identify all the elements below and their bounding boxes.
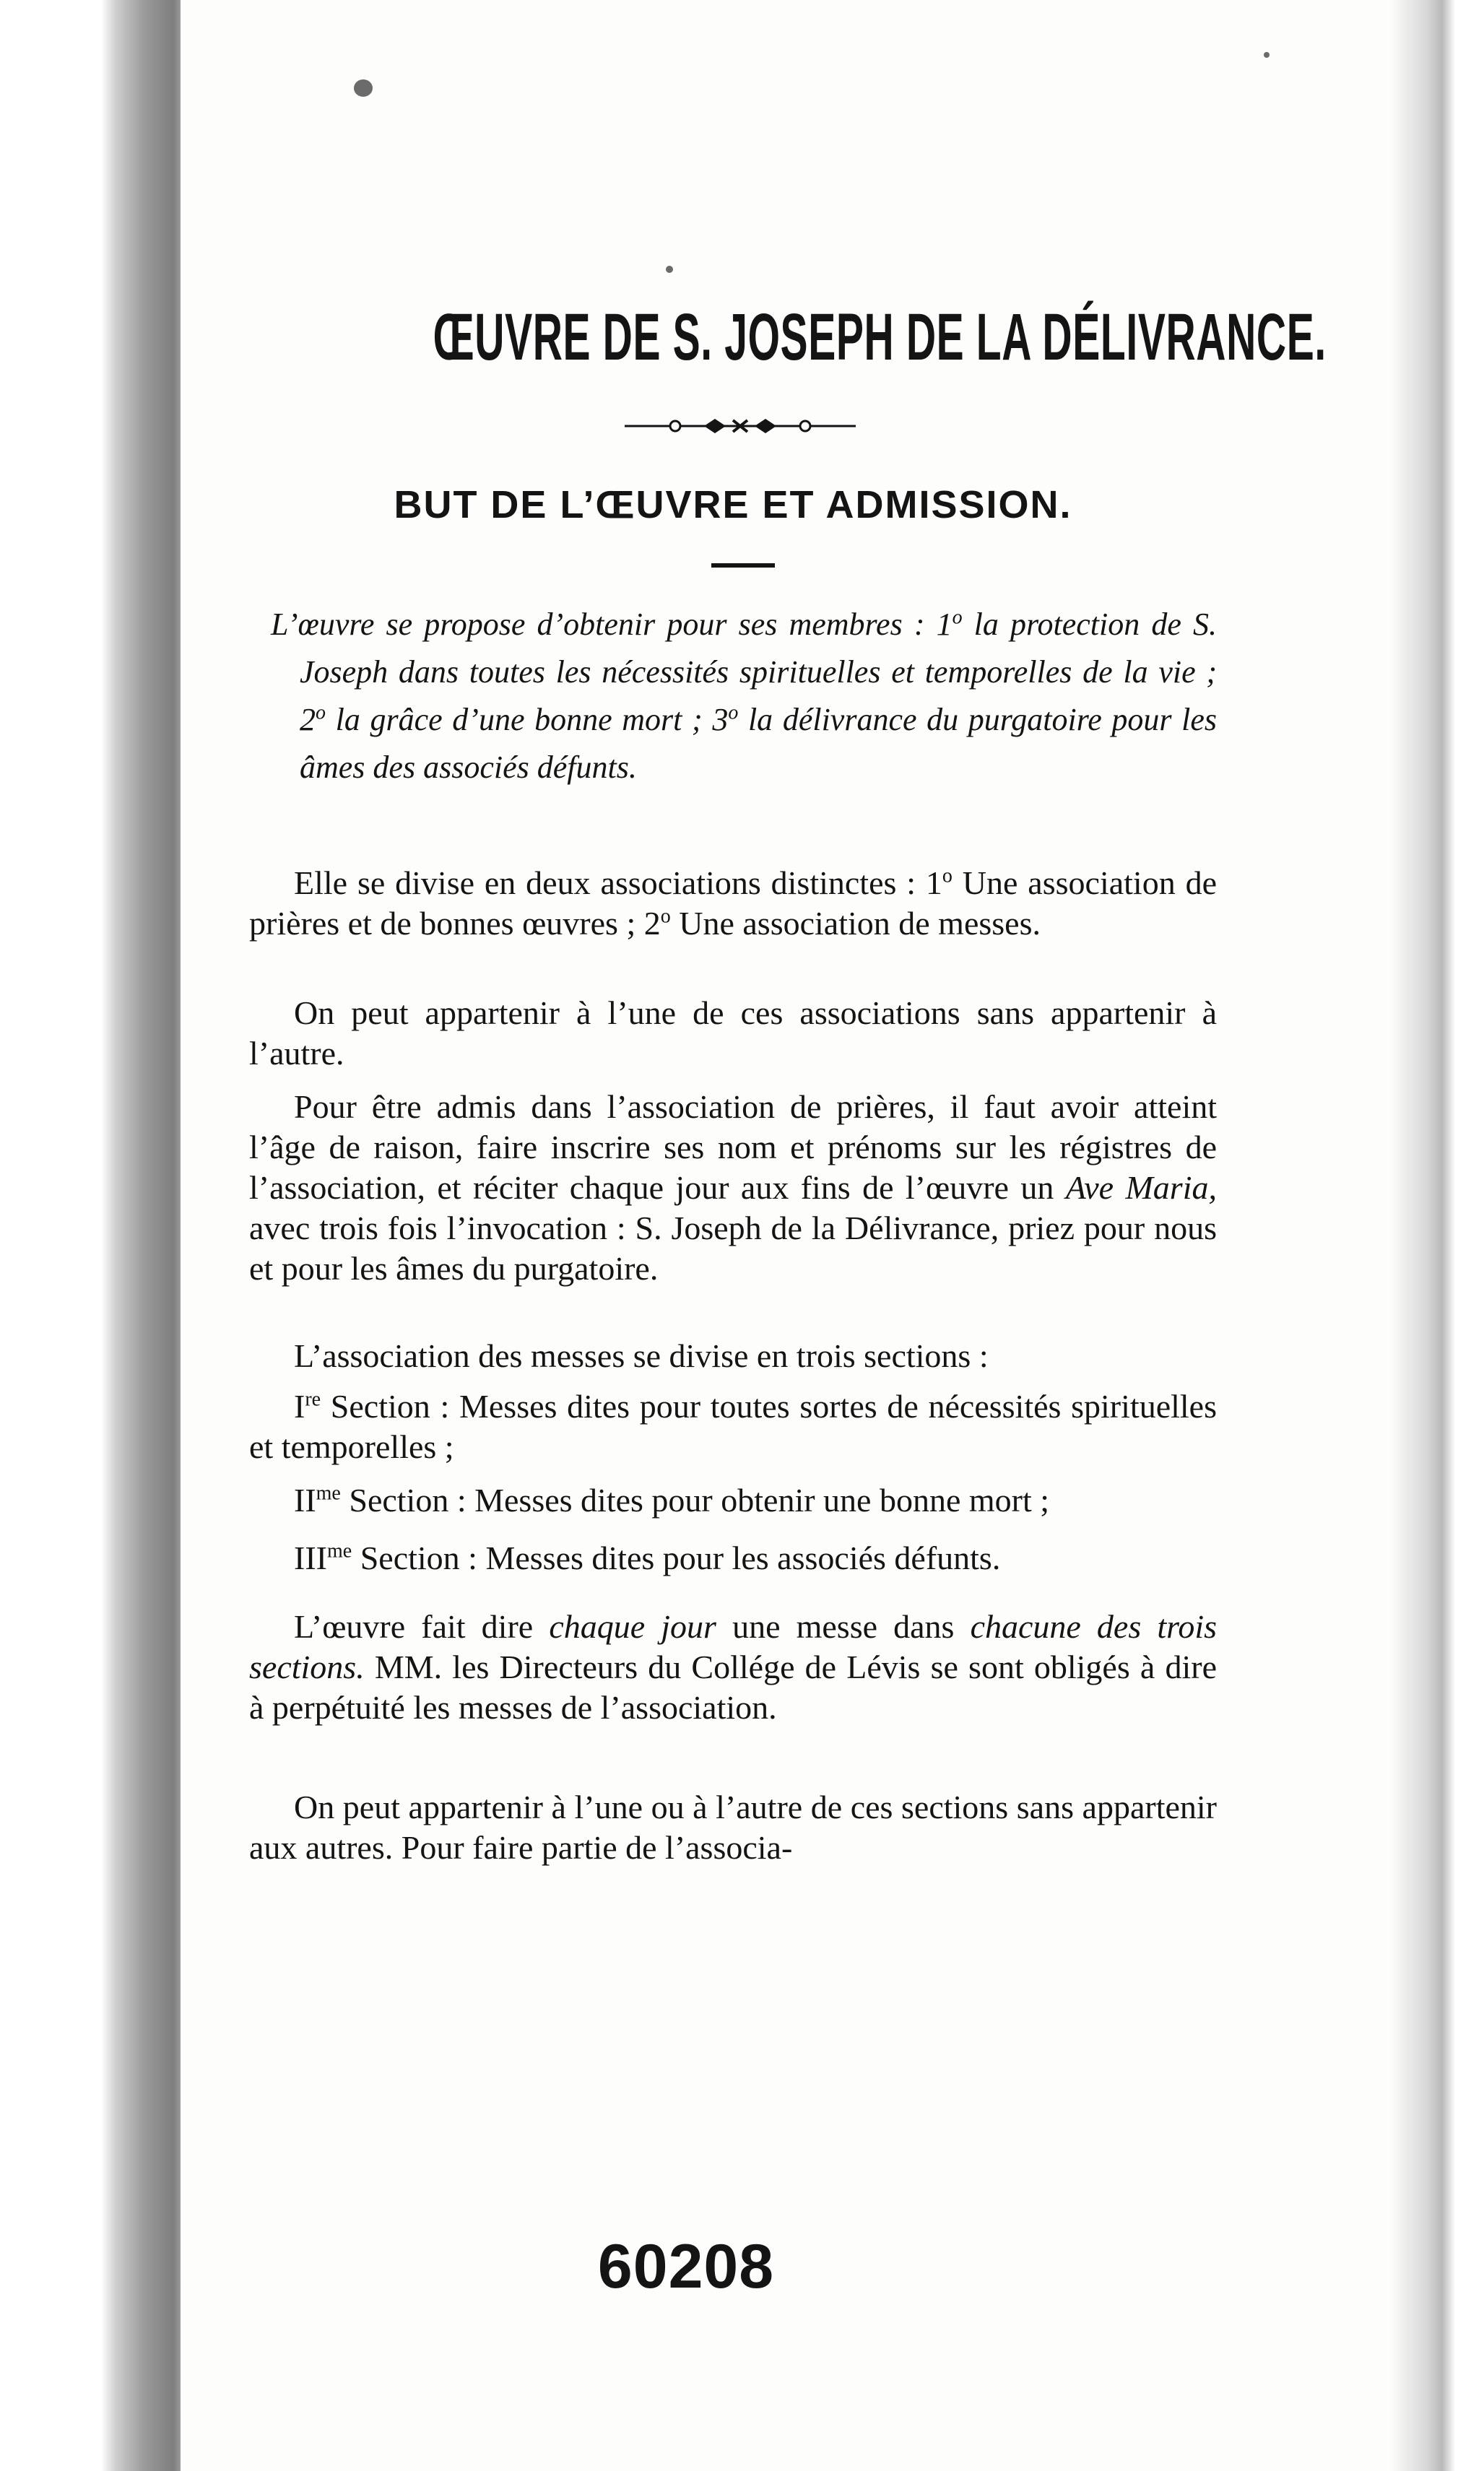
paragraph-text: Une association de prières et de bonnes œuvres ; 2	[249, 864, 1217, 942]
stamp-number: 60208	[597, 2232, 775, 2301]
intro-text: la protection de S. Joseph dans toutes les nécessités spirituelles et temporelles de la vie ; 2	[300, 607, 1217, 737]
italic-text: chaque jour	[549, 1608, 716, 1645]
section-item	[249, 1480, 1217, 1521]
superscript: o	[316, 701, 326, 724]
section-number: II	[294, 1482, 316, 1519]
paragraph-text: Elle se divise en deux associations distinctes : 1	[294, 864, 942, 901]
section-heading: BUT DE L’ŒUVRE ET ADMISSION.	[394, 483, 1072, 526]
italic-text: chacune des trois sections.	[249, 1608, 1218, 1685]
section-text: Section : Messes dites pour les associés défunts.	[352, 1540, 1001, 1576]
italic-text: Ave Maria,	[1065, 1169, 1217, 1206]
superscript: o	[728, 701, 739, 724]
paragraph-text: Une association de messes.	[670, 905, 1041, 942]
superscript: me	[316, 1482, 341, 1505]
fleuron-ornament-icon	[625, 412, 856, 440]
section-text: Section : Messes dites pour obtenir une bonne mort ;	[340, 1482, 1050, 1519]
print-speck	[666, 266, 673, 273]
paragraph-final: On peut appartenir à l’une ou à l’autre de ces sections sans appartenir aux autres. Pour faire partie de l’associa-	[249, 1789, 1217, 1866]
paragraph-appartenir: On peut appartenir à l’une de ces associations sans appartenir à l’autre.	[249, 994, 1217, 1072]
binding-shadow-left	[0, 0, 181, 2471]
section-number: I	[294, 1388, 305, 1425]
paragraph-text: L’œuvre fait dire	[294, 1608, 550, 1645]
page-title: ŒUVRE DE S. JOSEPH DE LA DÉLIVRANCE.	[433, 300, 1327, 374]
section-item	[249, 1538, 1217, 1578]
section-item	[249, 1386, 1217, 1467]
superscript: o	[660, 905, 671, 928]
binding-shadow-right	[1390, 0, 1484, 2471]
paragraph-text: avec trois fois l’invocation : S. Joseph de la Délivrance, priez pour nous et pour les âmes du purgatoire.	[249, 1210, 1217, 1287]
section-number: III	[294, 1540, 327, 1576]
superscript: me	[326, 1540, 352, 1563]
paragraph-text: Pour être admis dans l’association de prières, il faut avoir atteint l’âge de raison, faire inscrire ses nom et prénoms sur les régistres de l’association, et réciter chaque jour aux fins de l’œuvre un	[249, 1088, 1217, 1206]
paragraph-text: une messe dans	[716, 1608, 971, 1645]
paragraph-admission	[249, 1087, 1217, 1289]
print-speck	[354, 79, 373, 97]
superscript: o	[942, 864, 953, 887]
intro-lead-text: L’œuvre se propose d’obtenir pour ses membres : 1	[271, 607, 953, 642]
heading-rule	[711, 563, 775, 568]
paragraph-oeuvre	[249, 1607, 1217, 1728]
paragraph-associations	[249, 863, 1217, 944]
intro-text: la délivrance du purgatoire pour les âmes des associés défunts.	[300, 702, 1217, 785]
section-text: Section : Messes dites pour toutes sortes de nécessités spirituelles et temporelles ;	[249, 1388, 1217, 1465]
superscript: re	[305, 1388, 321, 1411]
intro-paragraph	[271, 601, 1217, 791]
superscript: o	[952, 606, 963, 629]
paragraph-text: MM. les Directeurs du Collége de Lévis se sont obligés à dire à perpétuité les messes de l’association.	[249, 1649, 1217, 1726]
paragraph-sections-intro: L’association des messes se divise en trois sections :	[294, 1337, 989, 1374]
intro-text: la grâce d’une bonne mort ; 3	[326, 702, 729, 737]
print-speck	[1264, 52, 1270, 58]
